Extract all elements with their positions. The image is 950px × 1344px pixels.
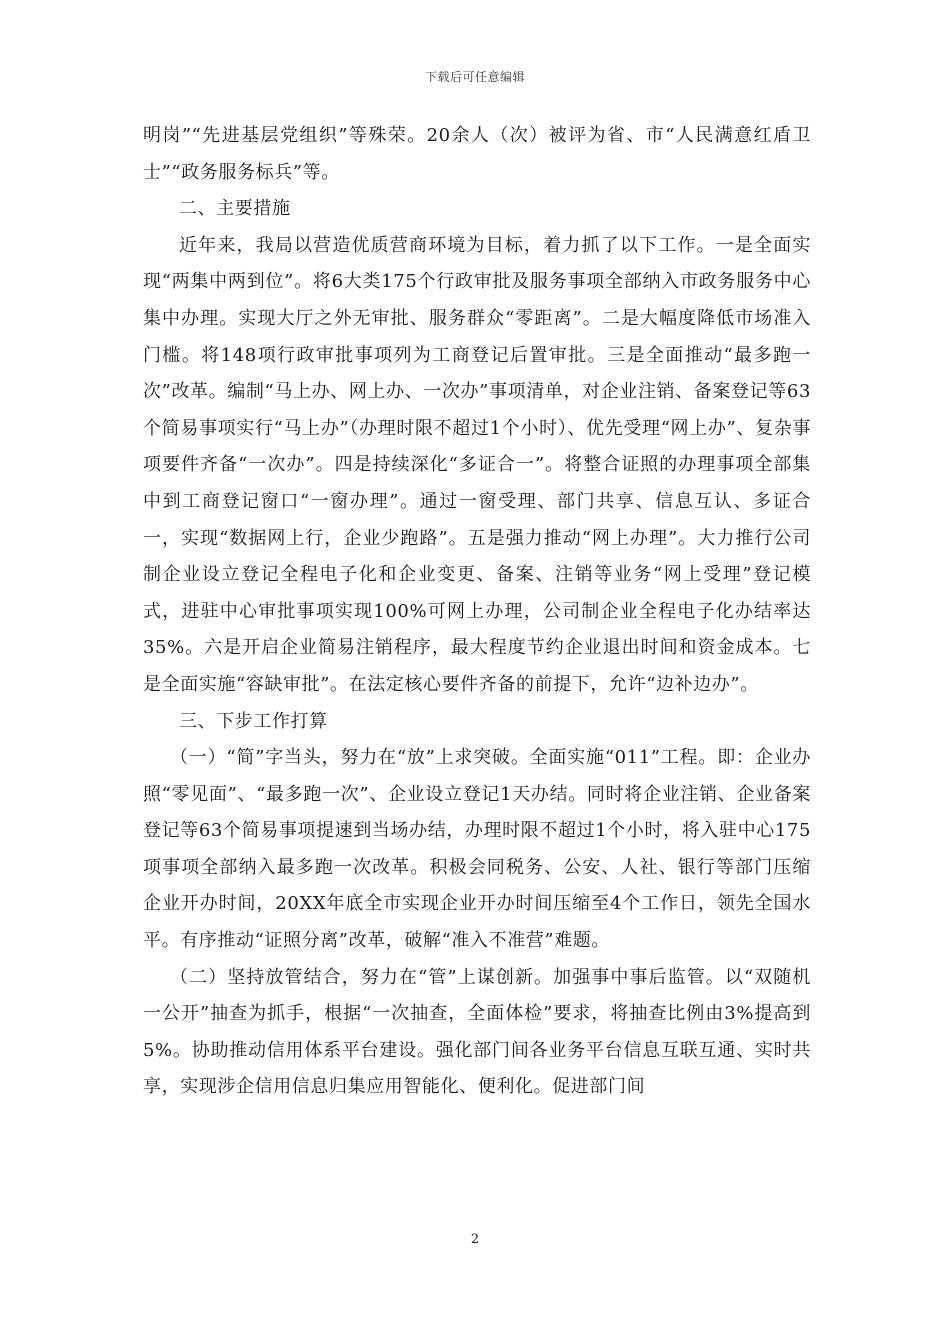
paragraph-main-measures: 近年来，我局以营造优质营商环境为目标，着力抓了以下工作。一是全面实现“两集中两到位”。将6大类175个行政审批及服务事项全部纳入市政务服务中心集中办理。实现大厅之外无审批、服务群众“零距离”。二是大幅度降低市场准入门槛。将148项行政审批事项列为工商登记后置审批。三是全面推动“最多跑一次”改革。编制“马上办、网上办、一次办”事项清单，对企业注销、备案登记等63个简易事项实行“马上办”（办理时限不超过1个小时）、优先受理“网上办”、复杂事项要件齐备“一次办”。四是持续深化“多证合一”。将整合证照的办理事项全部集中到工商登记窗口“一窗办理”。通过一窗受理、部门共享、信息互认、多证合一，实现“数据网上行，企业少跑路”。五是强力推动“网上办理”。大力推行公司制企业设立登记全程电子化和企业变更、备案、注销等业务“网上受理”登记模式，进驻中心审批事项实现100%可网上办理，公司制企业全程电子化办结率达35%。六是开启企业简易注销程序，最大程度节约企业退出时间和资金成本。七是全面实施“容缺审批”。在法定核心要件齐备的前提下，允许“边补边办”。 — [143, 234, 811, 695]
document-body — [143, 118, 811, 1106]
page-number: 2 — [470, 1232, 480, 1247]
paragraph-next-steps-1: （一）“简”字当头，努力在“放”上求突破。全面实施“011”工程。即：企业办照“零见面”、“最多跑一次”、企业设立登记1天办结。同时将企业注销、企业备案登记等63个简易事项提速到当场办结，办理时限不超过1个小时，将入驻中心175项事项全部纳入最多跑一次改革。积极会同税务、公安、人社、银行等部门压缩企业开办时间，20XX年底全市实现企业开办时间压缩至4个工作日，领先全国水平。有序推动“证照分离”改革，破解“准入不准营”难题。 — [143, 747, 811, 952]
paragraph-continuation: 明岗”“先进基层党组织”等殊荣。20余人（次）被评为省、市“人民满意红盾卫士”“政务服务标兵”等。 — [143, 125, 811, 183]
paragraph-next-steps-2: （二）坚持放管结合，努力在“管”上谋创新。加强事中事后监管。以“双随机一公开”抽查为抓手，根据“一次抽查，全面体检”要求，将抽查比例由3%提高到5%。协助推动信用体系平台建设。强化部门间各业务平台信息互联互通、实时共享，实现涉企信用信息归集应用智能化、便利化。促进部门间 — [143, 966, 811, 1098]
section-heading-main-measures: 二、主要措施 — [179, 198, 291, 220]
section-heading-next-steps: 三、下步工作打算 — [179, 710, 328, 732]
page-header: 下载后可任意编辑 — [424, 70, 525, 84]
